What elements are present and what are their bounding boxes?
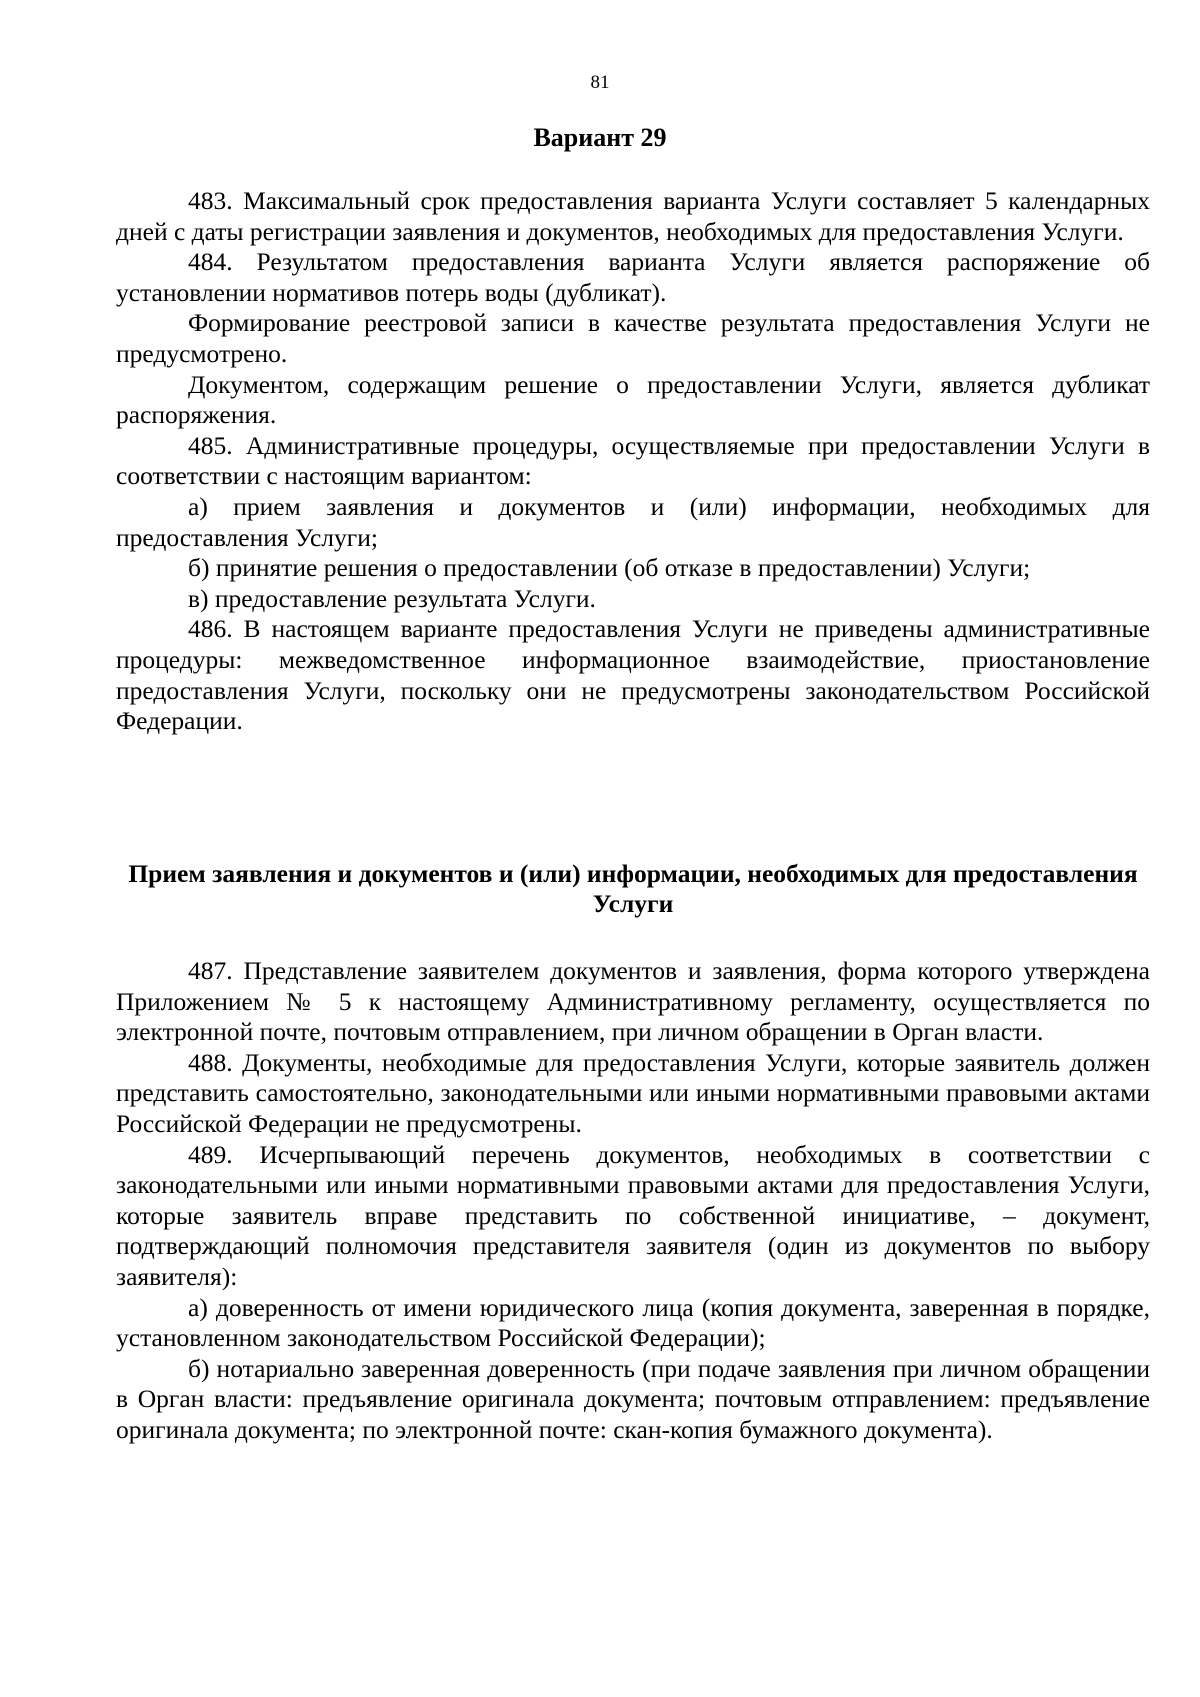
paragraph-489: 489. Исчерпывающий перечень документов, необходимых в соответствии с законодательными или иными нормативными правовыми актами для предоставления Услуги, которые заявитель вправе представить по собственной инициативе, – документ, подтверждающий полномочия представителя заявителя (один из документов по выбору заявителя): <box>116 1139 1150 1291</box>
section-text-block <box>116 956 1150 1446</box>
list-item-a-power-of-attorney: а) доверенность от имени юридического лица (копия документа, заверенная в порядке, установленном законодательством Российской Федерации); <box>116 1292 1150 1353</box>
variant-text-block <box>116 186 1150 737</box>
paragraph-decision-document: Документом, содержащим решение о предоставлении Услуги, является дубликат распоряжения. <box>116 369 1150 430</box>
list-item-b: б) принятие решения о предоставлении (об отказе в предоставлении) Услуги; <box>188 553 1031 583</box>
paragraph-485: 485. Административные процедуры, осуществляемые при предоставлении Услуги в соответствии с настоящим вариантом: <box>116 430 1150 491</box>
paragraph-483: 483. Максимальный срок предоставления варианта Услуги составляет 5 календарных дней с даты регистрации заявления и документов, необходимых для предоставления Услуги. <box>116 186 1150 246</box>
variant-title: Вариант 29 <box>533 123 667 152</box>
paragraph-488: 488. Документы, необходимые для предоставления Услуги, которые заявитель должен представить самостоятельно, законодательными или иными нормативными правовыми актами Российской Федерации не предусмотрены. <box>116 1047 1150 1138</box>
list-item-b-notarized-power-of-attorney: б) нотариально заверенная доверенность (при подаче заявления при личном обращении в Орган власти: предъявление оригинала документа; почтовым отправлением: предъявление оригинала документа; по электронной почте: скан-копия бумажного документа). <box>116 1353 1150 1444</box>
paragraph-484: 484. Результатом предоставления варианта Услуги является распоряжение об установлении нормативов потерь воды (дубликат). <box>116 247 1150 307</box>
paragraph-487: 487. Представление заявителем документов и заявления, форма которого утверждена Приложением № 5 к настоящему Административному регламенту, осуществляется по электронной почте, почтовым отправлением, при личном обращении в Орган власти. <box>116 956 1150 1047</box>
list-item-c: в) предоставление результата Услуги. <box>188 583 596 613</box>
paragraph-registry-record: Формирование реестровой записи в качестве результата предоставления Услуги не предусмотрено. <box>116 308 1150 368</box>
section-heading: Прием заявления и документов и (или) информации, необходимых для предоставления Услуги <box>128 859 1138 918</box>
paragraph-486: 486. В настоящем варианте предоставления Услуги не приведены административные процедуры: межведомственное информационное взаимодействие, приостановление предоставления Услуги, поскольку они не предусмотрены законодательством Российской Федерации. <box>116 614 1150 736</box>
list-item-a: а) прием заявления и документов и (или) информации, необходимых для предоставления Услуги; <box>116 491 1150 552</box>
page-number: 81 <box>590 72 610 93</box>
